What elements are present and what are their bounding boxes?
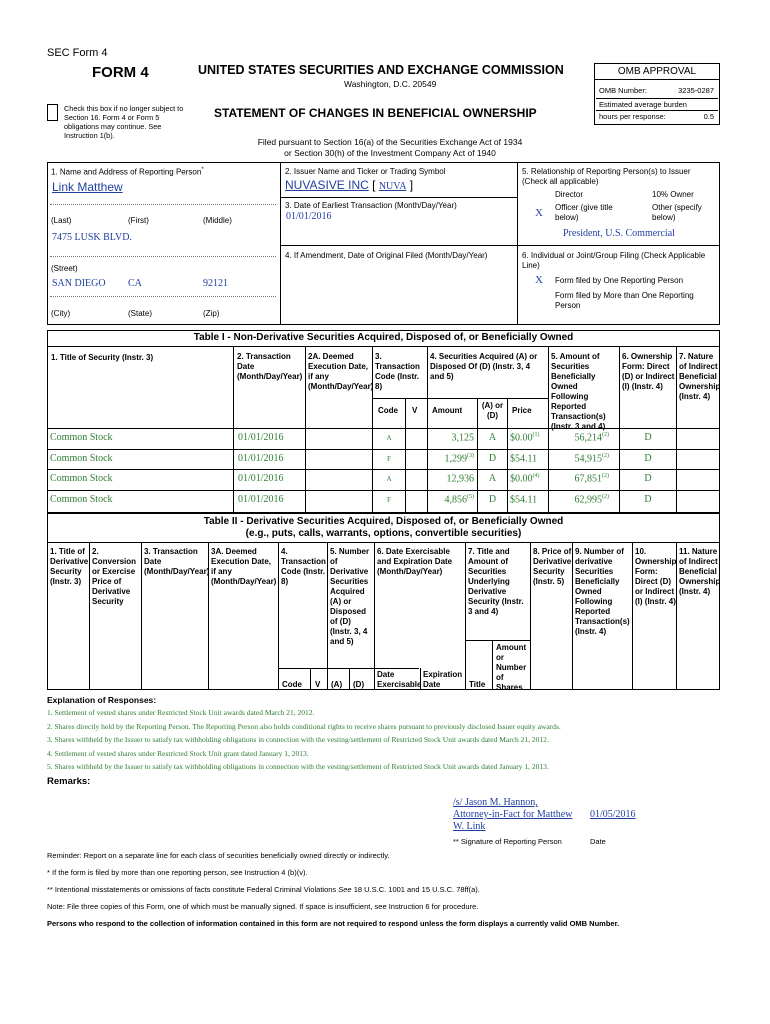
t2-title: Title [469,680,486,689]
omb-number-label: OMB Number: [599,86,647,95]
table2-title-2: (e.g., puts, calls, warrants, options, convertible securities) [245,528,522,539]
row-amount: 12,936 [446,473,474,485]
first-label: (First) [128,216,149,225]
row-ownership-form: D [644,432,652,443]
t1-aord: (A) or (D) [481,401,504,420]
sig-line-1: /s/ Jason M. Hannon, [453,797,538,808]
t1-code: Code [378,406,398,415]
t2-h8: 8. Price of Derivative Security (Instr. 5) [533,547,572,586]
omb-hours-label: hours per response: [599,112,666,121]
row-date: 01/01/2016 [238,494,284,505]
reporting-person-name-link[interactable]: Link Matthew [52,180,123,194]
t2-d: (D) [353,680,365,689]
box1-label: 1. Name and Address of Reporting Person* [51,167,204,177]
explanation-note: 5. Shares withheld by the Issuer to satisfy tax withholding obligations in connection with the vesting/settlement of Restricted Stock Unit awards dated January 1, 2013. [47,762,549,772]
box6-label: 6. Individual or Joint/Group Filing (Check Applicable Line) [522,251,706,270]
state-value: CA [128,278,142,289]
row-owned: 56,214$^{(2)}$ [574,432,609,444]
explanation-note: 1. Settlement of vested shares under Restricted Stock Unit awards dated March 21, 2012. [47,708,315,717]
sig-line-2: Attorney-in-Fact for Matthew [453,809,573,820]
row-date: 01/01/2016 [238,432,284,443]
signature-date: 01/05/2016 [590,809,636,820]
footer-note: Note: File three copies of this Form, one of which must be manually signed. If space is insufficient, see Instruction 6 for procedure. [47,902,479,911]
t2-h2: 2. Conversion or Exercise Price of Derivative Security [92,547,137,606]
omb-number-value: 3235-0287 [678,86,714,95]
zip-label: (Zip) [203,309,220,318]
form-title: FORM 4 [92,64,149,81]
ten-pct-label: 10% Owner [652,190,694,199]
row-owned: 54,915$^{(2)}$ [574,453,609,465]
table2-title-1: Table II - Derivative Securities Acquired, Disposed of, or Beneficially Owned [203,516,564,527]
more-persons-label: Form filed by More than One Reporting Person [555,291,694,310]
t1-amount: Amount [432,406,463,415]
t1-h4: 4. Securities Acquired (A) or Disposed Of (D) (Instr. 3, 4 and 5) [430,352,538,381]
row-amount: 4,856$^{(5)}$ [444,494,474,506]
t2-amount-shares: Amount or Number of Shares [496,643,527,692]
table2-title [47,516,720,540]
t2-h11: 11. Nature of Indirect Beneficial Ownership (Instr. 4) [679,547,721,596]
t1-h2: 2. Transaction Date (Month/Day/Year) [237,352,303,381]
row-date: 01/01/2016 [238,473,284,484]
ticker-link[interactable]: NUVA [378,181,407,192]
filed-line-1: Filed pursuant to Section 16(a) of the Securities Exchange Act of 1934 [257,137,523,147]
t1-v: V [412,406,418,415]
table1-title: Table I - Non-Derivative Securities Acquired, Disposed of, or Beneficially Owned [193,332,574,343]
footer-omb-notice: Persons who respond to the collection of information contained in this form are not required to respond unless the form displays a currently valid OMB Number. [47,919,620,928]
row-acquired-disposed: D [488,494,497,505]
last-label: (Last) [51,216,72,225]
filed-pursuant [190,137,590,159]
t1-h5: 5. Amount of Securities Beneficially Owned Following Reported Transaction(s) (Instr. 3 and 4) [551,352,606,431]
city-label: (City) [51,309,71,318]
officer-check-mark: X [535,207,543,219]
issuer-line: NUVASIVE INC [ NUVA ] [285,178,414,192]
box2-label: 2. Issuer Name and Ticker or Trading Symbol [285,167,446,176]
row-price: $0.00$^{(4)}$ [510,473,540,485]
t1-h7: 7. Nature of Indirect Beneficial Ownership (Instr. 4) [679,352,721,401]
row-price: $54.11 [510,494,538,506]
row-acquired-disposed: A [488,432,497,443]
row-date: 01/01/2016 [238,453,284,464]
middle-label: (Middle) [203,216,232,225]
signature-label: ** Signature of Reporting Person [453,837,562,846]
t2-h3: 3. Transaction Date (Month/Day/Year) [144,547,210,576]
street-value: 7475 LUSK BLVD. [52,232,132,243]
t2-h4: 4. Transaction Code (Instr. 8) [281,547,326,586]
explanation-notes [47,708,727,776]
t2-h7: 7. Title and Amount of Securities Underlying Derivative Security (Instr. 3 and 4) [468,547,524,616]
box5-label: 5. Relationship of Reporting Person(s) to Issuer (Check all applicable) [522,167,691,186]
signature-block [453,797,572,833]
state-label: (State) [128,309,153,318]
row-title: Common Stock [50,473,113,484]
footer-misstatements: ** Intentional misstatements or omissions of facts constitute Federal Criminal Violations See 18 U.S.C. 1001 and 15 U.S.C. 78ff(a). [47,885,480,894]
t2-exp: Expiration Date [423,670,463,689]
row-ownership-form: D [644,453,652,464]
row-acquired-disposed: D [488,453,497,464]
t1-h1: 1. Title of Security (Instr. 3) [51,353,154,362]
omb-title: OMB APPROVAL [595,64,719,80]
statement-title: STATEMENT OF CHANGES IN BENEFICIAL OWNERSHIP [214,106,537,120]
filed-line-2: or Section 30(h) of the Investment Company Act of 1940 [284,148,496,158]
director-label: Director [555,190,584,199]
date-label: Date [590,837,606,846]
t2-h5: 5. Number of Derivative Securities Acquired (A) or Disposed of (D) (Instr. 3, 4 and 5) [330,547,370,646]
explanation-heading: Explanation of Responses: [47,695,157,705]
explanation-note: 2. Shares directly held by the Reporting Person. The Reporting Person also holds conditional rights to receive shares pursuant to previously disclosed Issuer equity awards. [47,721,561,731]
footer [47,851,727,928]
city-value: SAN DIEGO [52,278,106,289]
commission-address: Washington, D.C. 20549 [344,79,437,89]
t2-h3a: 3A. Deemed Execution Date, if any (Month/Day/Year) [211,547,277,586]
row-owned: 67,851$^{(2)}$ [574,473,609,485]
footer-reminder: Reminder: Report on a separate line for each class of securities beneficially owned directly or indirectly. [47,851,390,860]
remarks-heading: Remarks: [47,776,91,787]
other-label: Other (specify below) [652,203,702,222]
row-amount: 3,125 [451,432,474,444]
no-longer-subject-checkbox[interactable] [47,104,58,121]
sec-form-label: SEC Form 4 [47,47,108,59]
t2-h6: 6. Date Exercisable and Expiration Date (Month/Day/Year) [377,547,453,576]
t2-a: (A) [331,680,343,689]
street-label: (Street) [51,264,78,273]
t2-h10: 10. Ownership Form: Direct (D) or Indirect (I) (Instr. 4) [635,547,677,606]
row-price: $54.11 [510,453,538,465]
t1-h6: 6. Ownership Form: Direct (D) or Indirect (I) (Instr. 4) [622,352,675,391]
zip-value: 92121 [203,278,228,289]
t1-price: Price [512,406,532,415]
box3-label: 3. Date of Earliest Transaction (Month/Day/Year) [285,201,457,210]
t2-date-ex: Date Exercisable [377,670,422,689]
officer-title: President, U.S. Commercial [563,228,675,239]
one-person-check-mark: X [535,274,543,286]
row-code: F [387,455,391,463]
row-owned: 62,995$^{(2)}$ [574,494,609,506]
t1-h3: 3. Transaction Code (Instr. 8) [375,352,420,391]
t2-code: Code [282,680,302,689]
row-acquired-disposed: A [488,473,497,484]
row-ownership-form: D [644,473,652,484]
row-code: A [386,434,392,442]
row-code: A [386,475,392,483]
t2-h9: 9. Number of derivative Securities Beneficially Owned Following Reported Transaction(s) (Instr. 4) [575,547,630,636]
explanation-note: 4. Settlement of vested shares under Restricted Stock Unit grant dated January 1, 2013. [47,748,309,758]
sig-line-3: W. Link [453,821,486,832]
row-title: Common Stock [50,494,113,505]
issuer-name-link[interactable]: NUVASIVE INC [285,178,369,192]
row-title: Common Stock [50,453,113,464]
row-ownership-form: D [644,494,652,505]
row-amount: 1,299$^{(3)}$ [444,453,474,465]
t1-h2a: 2A. Deemed Execution Date, if any (Month/Day/Year) [308,352,374,391]
omb-burden-label: Estimated average burden [599,100,687,109]
checkbox-text: Check this box if no longer subject to Section 16. Form 4 or Form 5 obligations may continue. See Instruction 1(b). [64,104,184,140]
omb-hours-value: 0.5 [703,112,714,121]
omb-approval-box [594,63,720,125]
row-title: Common Stock [50,432,113,443]
t2-h1: 1. Title of Derivative Security (Instr. 3) [50,547,89,586]
earliest-transaction-date: 01/01/2016 [286,211,332,222]
row-code: F [387,496,391,504]
t2-v: V [315,680,321,689]
box4-label: 4. If Amendment, Date of Original Filed (Month/Day/Year) [285,251,488,260]
row-price: $0.00$^{(1)}$ [510,432,540,444]
commission-title: UNITED STATES SECURITIES AND EXCHANGE COMMISSION [198,63,564,77]
explanation-note: 3. Shares withheld by the Issuer to satisfy tax withholding obligations in connection with the vesting/settlement of Restricted Stock Unit awards dated March 21, 2012. [47,735,549,745]
one-person-label: Form filed by One Reporting Person [555,276,684,285]
officer-label: Officer (give title below) [555,203,613,222]
footer-multi-person: * If the form is filed by more than one reporting person, see Instruction 4 (b)(v). [47,868,308,877]
